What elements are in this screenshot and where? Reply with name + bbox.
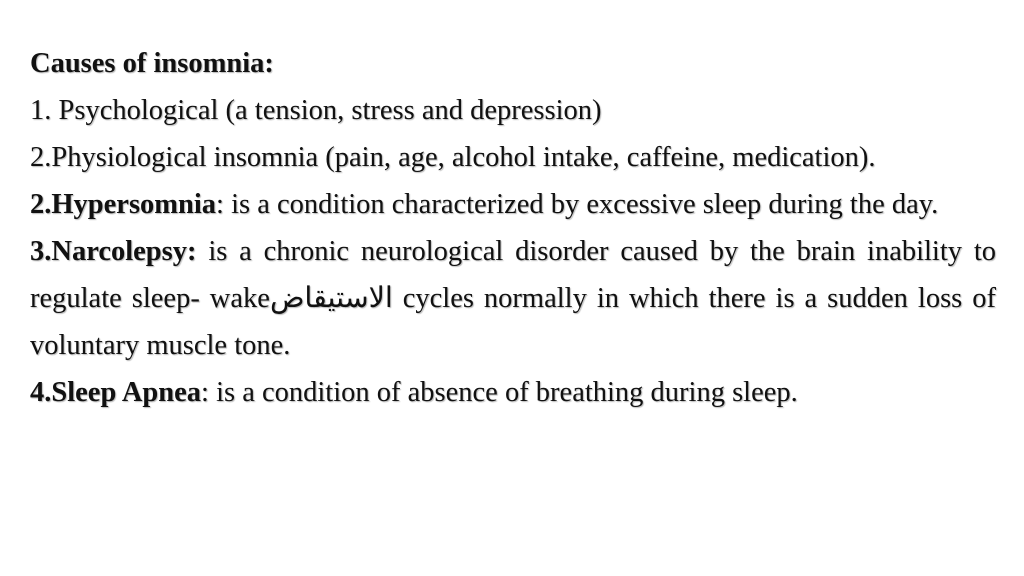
sleep-apnea-definition: : is a condition of absence of breathing during sleep. (201, 377, 798, 408)
hypersomnia-term: 2.Hypersomnia (30, 189, 217, 220)
narcolepsy-definition-part2: cycles normally in which there is a sudden loss of voluntary muscle tone. (30, 283, 996, 361)
sleep-apnea-paragraph (30, 369, 996, 416)
cause-physiological: 2.Physiological insomnia (pain, age, alcohol intake, caffeine, medication). (30, 142, 876, 173)
narcolepsy-term: 3.Narcolepsy: (30, 236, 197, 267)
slide-content (30, 40, 996, 416)
narcolepsy-paragraph (30, 228, 996, 369)
narcolepsy-definition-part1: is a chronic neurological disorder caused by the brain inability to regulate sleep- wake (30, 236, 996, 314)
sleep-apnea-term: 4.Sleep Apnea (30, 377, 202, 408)
hypersomnia-paragraph (30, 181, 996, 228)
narcolepsy-arabic-term: الاستيقاض (269, 283, 393, 314)
causes-heading: Causes of insomnia: (30, 48, 274, 79)
cause-psychological: 1. Psychological (a tension, stress and depression) (30, 95, 602, 126)
hypersomnia-definition: : is a condition characterized by excessive sleep during the day. (216, 189, 939, 220)
